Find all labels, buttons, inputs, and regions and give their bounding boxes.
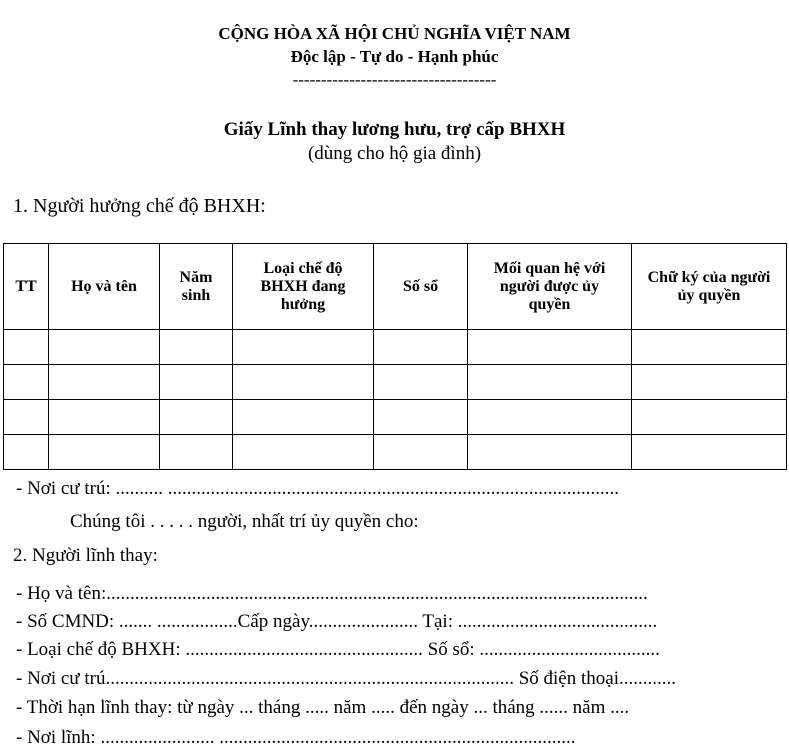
table-cell[interactable] [4,435,49,470]
table-cell[interactable] [374,330,468,365]
header-divider: ------------------------------------ [292,70,497,89]
document-subtitle: (dùng cho hộ gia đình) [307,143,482,164]
section1-heading: 1. Người hưởng chế độ BHXH: [13,195,266,217]
col-header-tt: TT [4,244,49,330]
proxy-benefit-type-field[interactable]: - Loại chế độ BHXH: .................................................. Số sổ: ...................................... [16,639,660,660]
document-title: Giấy Lĩnh thay lương hưu, trợ cấp BHXH [223,119,566,140]
table-cell[interactable] [632,435,787,470]
table-cell[interactable] [374,435,468,470]
table-cell[interactable] [4,330,49,365]
table-row [4,400,787,435]
table-cell[interactable] [49,400,160,435]
proxy-period-field[interactable]: - Thời hạn lĩnh thay: từ ngày ... tháng ..... năm ..... đến ngày ... tháng ...... năm .... [16,697,630,718]
motto: Độc lập - Tự do - Hạnh phúc [290,47,499,66]
table-row [4,435,787,470]
table-cell[interactable] [632,400,787,435]
proxy-name-field[interactable]: - Họ và tên:.................................................................................................................. [16,583,648,604]
table-cell[interactable] [632,365,787,400]
col-header-signature: Chữ ký của người ủy quyền [632,244,787,330]
table-cell[interactable] [233,435,374,470]
col-header-benefit-type: Loại chế độ BHXH đang hưởng [233,244,374,330]
country-heading: CỘNG HÒA XÃ HỘI CHỦ NGHĨA VIỆT NAM [218,24,571,43]
beneficiary-table [3,243,787,470]
table-cell[interactable] [160,330,233,365]
col-header-book-number: Số sổ [374,244,468,330]
table-cell[interactable] [4,400,49,435]
col-header-name: Họ và tên [49,244,160,330]
section2-heading: 2. Người lĩnh thay: [13,545,158,566]
proxy-residence-phone-field[interactable]: - Nơi cư trú...................................................................................... Số điện thoại............ [16,668,676,689]
table-cell[interactable] [374,365,468,400]
table-cell[interactable] [468,365,632,400]
table-cell[interactable] [49,435,160,470]
table-row [4,330,787,365]
table-cell[interactable] [233,365,374,400]
table-cell[interactable] [468,435,632,470]
table-cell[interactable] [160,400,233,435]
table-cell[interactable] [233,330,374,365]
table-cell[interactable] [160,435,233,470]
proxy-collection-place-field[interactable]: - Nơi lĩnh: ........................ ........................................................................... [16,727,576,748]
agreement-statement: Chúng tôi . . . . . người, nhất trí ủy quyền cho: [70,511,419,532]
table-row [4,365,787,400]
col-header-birth-year: Năm sinh [160,244,233,330]
table-cell[interactable] [49,365,160,400]
table-cell[interactable] [468,330,632,365]
residence-field[interactable]: - Nơi cư trú: .......... ............................................................................................... [16,478,619,499]
table-cell[interactable] [160,365,233,400]
table-cell[interactable] [374,400,468,435]
table-cell[interactable] [49,330,160,365]
proxy-id-field[interactable]: - Số CMND: ....... .................Cấp ngày....................... Tại: .......................................... [16,611,658,632]
table-header-row [4,244,787,330]
table-cell[interactable] [468,400,632,435]
table-cell[interactable] [233,400,374,435]
table-cell[interactable] [632,330,787,365]
col-header-relationship: Mối quan hệ với người được ủy quyền [468,244,632,330]
table-cell[interactable] [4,365,49,400]
